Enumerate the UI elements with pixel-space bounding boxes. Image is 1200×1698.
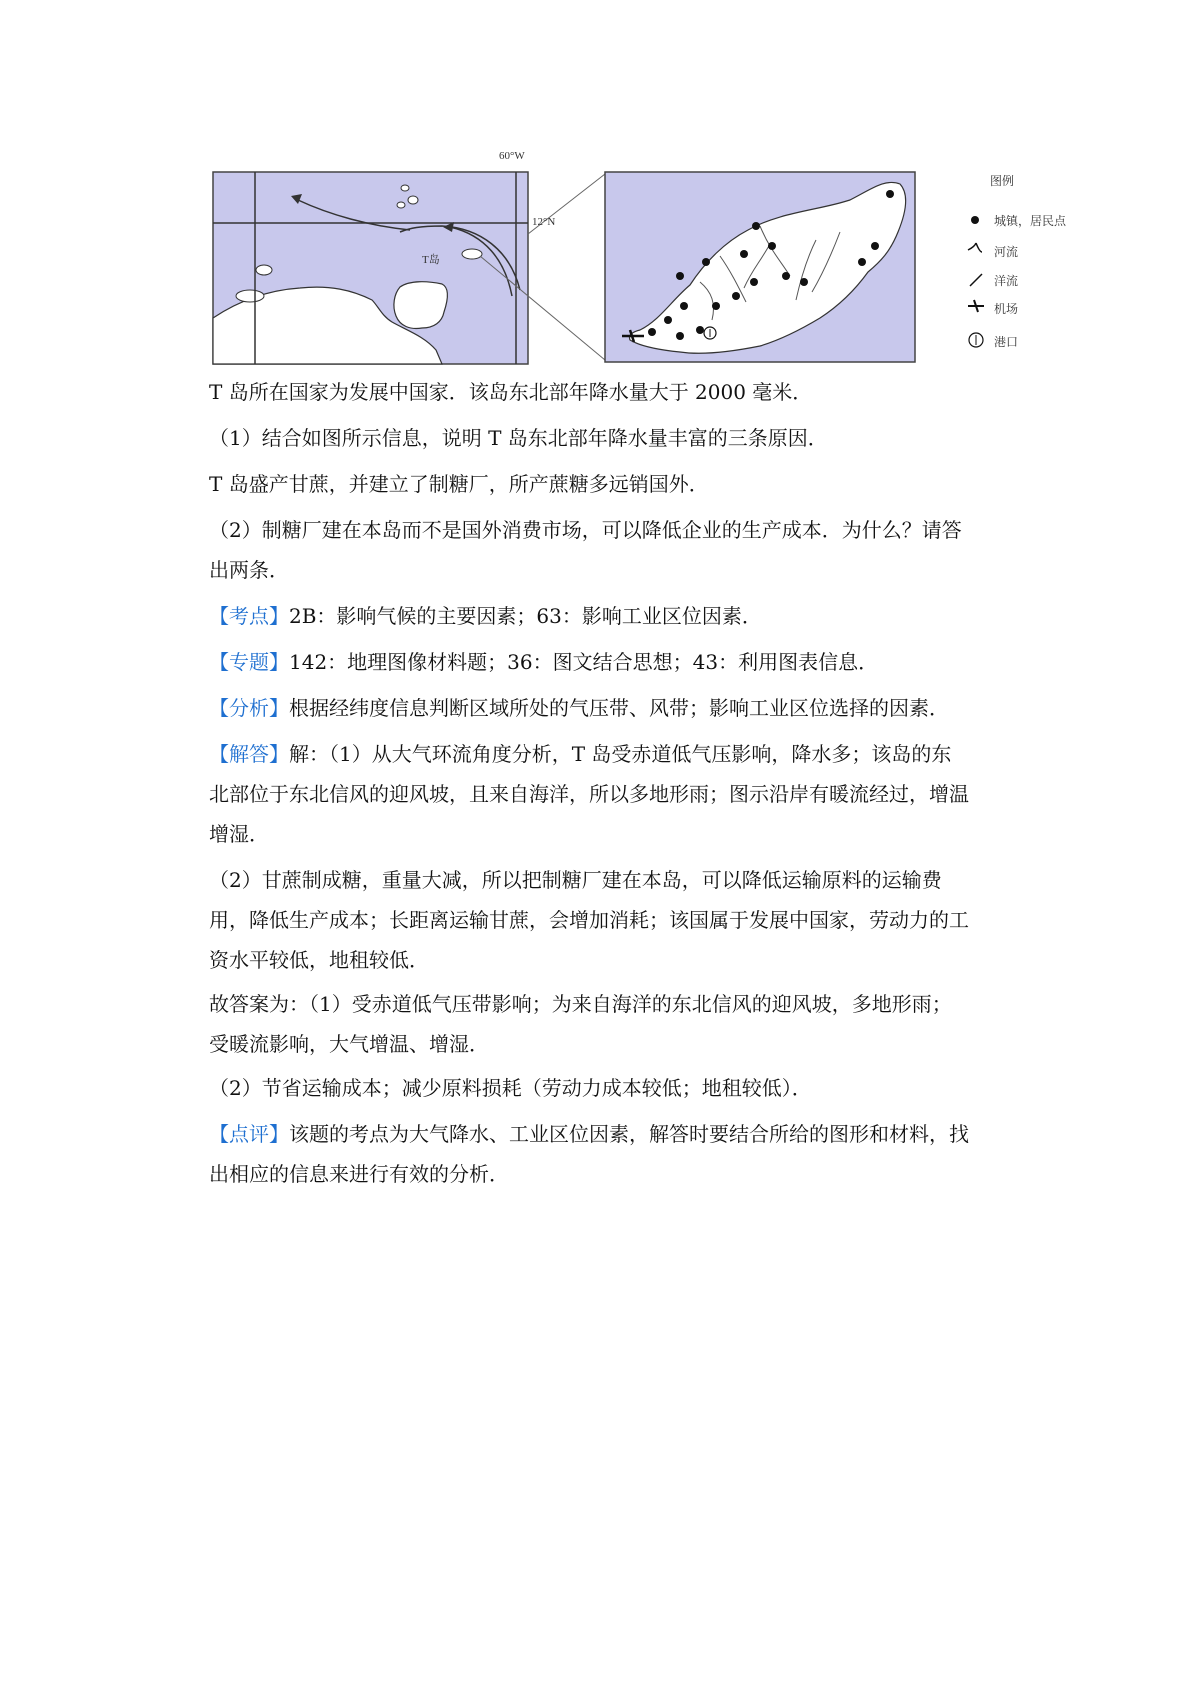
question-intro: T 岛所在国家为发展中国家．该岛东北部年降水量大于 2000 毫米． xyxy=(209,380,813,404)
jieda-line8: 受暖流影响，大气增温、增湿． xyxy=(209,1032,489,1056)
map-graphic xyxy=(0,0,1200,380)
zhuanti-tag: 【专题】 xyxy=(209,650,289,674)
dianping-line2: 出相应的信息来进行有效的分析． xyxy=(209,1162,509,1186)
question-1: （1）结合如图所示信息，说明 T 岛东北部年降水量丰富的三条原因． xyxy=(209,426,828,450)
dianping-text-1: 该题的考点为大气降水、工业区位因素，解答时要结合所给的图形和材料，找 xyxy=(289,1122,969,1146)
question-mid: T 岛盛产甘蔗，并建立了制糖厂，所产蔗糖多远销国外． xyxy=(209,472,709,496)
document-text xyxy=(209,372,1029,1194)
jieda-line9: （2）节省运输成本；减少原料损耗（劳动力成本较低；地租较低）． xyxy=(209,1076,812,1100)
legend-item-river: 河流 xyxy=(994,245,1019,259)
legend-symbols xyxy=(968,216,984,347)
jieda-line3: 增湿． xyxy=(209,822,269,846)
island-inset-map xyxy=(605,172,915,362)
jieda-line1 xyxy=(209,734,1029,774)
kaodian-tag: 【考点】 xyxy=(209,604,289,628)
island-label: T岛 xyxy=(422,254,440,266)
dianping-line1 xyxy=(209,1114,1029,1154)
fenxi-text: 根据经纬度信息判断区域所处的气压带、风带；影响工业区位选择的因素． xyxy=(289,696,949,720)
legend-item-current: 洋流 xyxy=(994,274,1019,288)
jieda-tag: 【解答】 xyxy=(209,742,289,766)
legend-item-port: 港口 xyxy=(994,335,1019,349)
legend-title: 图例 xyxy=(990,174,1015,188)
regional-map xyxy=(213,172,605,364)
jieda-line4: （2）甘蔗制成糖，重量大减，所以把制糖厂建在本岛，可以降低运输原料的运输费 xyxy=(209,868,942,892)
dianping-tag: 【点评】 xyxy=(209,1122,289,1146)
zhuanti-line xyxy=(209,642,1029,682)
legend-item-airport: 机场 xyxy=(994,302,1019,316)
jieda-line7: 故答案为：（1）受赤道低气压带影响；为来自海洋的东北信风的迎风坡，多地形雨； xyxy=(209,992,952,1016)
jieda-line6: 资水平较低，地租较低． xyxy=(209,948,429,972)
kaodian-line xyxy=(209,596,1029,636)
zhuanti-text: 142：地理图像材料题；36：图文结合思想；43：利用图表信息． xyxy=(289,650,879,674)
legend-item-town: 城镇，居民点 xyxy=(994,214,1067,228)
latitude-label: 12°N xyxy=(532,216,556,228)
longitude-label: 60°W xyxy=(499,150,525,162)
fenxi-line xyxy=(209,688,1029,728)
jieda-line2: 北部位于东北信风的迎风坡，且来自海洋，所以多地形雨；图示沿岸有暖流经过，增温 xyxy=(209,782,969,806)
question-2-line1: （2）制糖厂建在本岛而不是国外消费市场，可以降低企业的生产成本．为什么？请答 xyxy=(209,518,962,542)
question-2-line2: 出两条． xyxy=(209,558,289,582)
jieda-text-1: 解：（1）从大气环流角度分析，T 岛受赤道低气压影响，降水多；该岛的东 xyxy=(289,742,952,766)
map-figure xyxy=(0,0,1200,380)
fenxi-tag: 【分析】 xyxy=(209,696,289,720)
jieda-line5: 用，降低生产成本；长距离运输甘蔗，会增加消耗；该国属于发展中国家，劳动力的工 xyxy=(209,908,969,932)
kaodian-text: 2B：影响气候的主要因素；63：影响工业区位因素． xyxy=(289,604,762,628)
